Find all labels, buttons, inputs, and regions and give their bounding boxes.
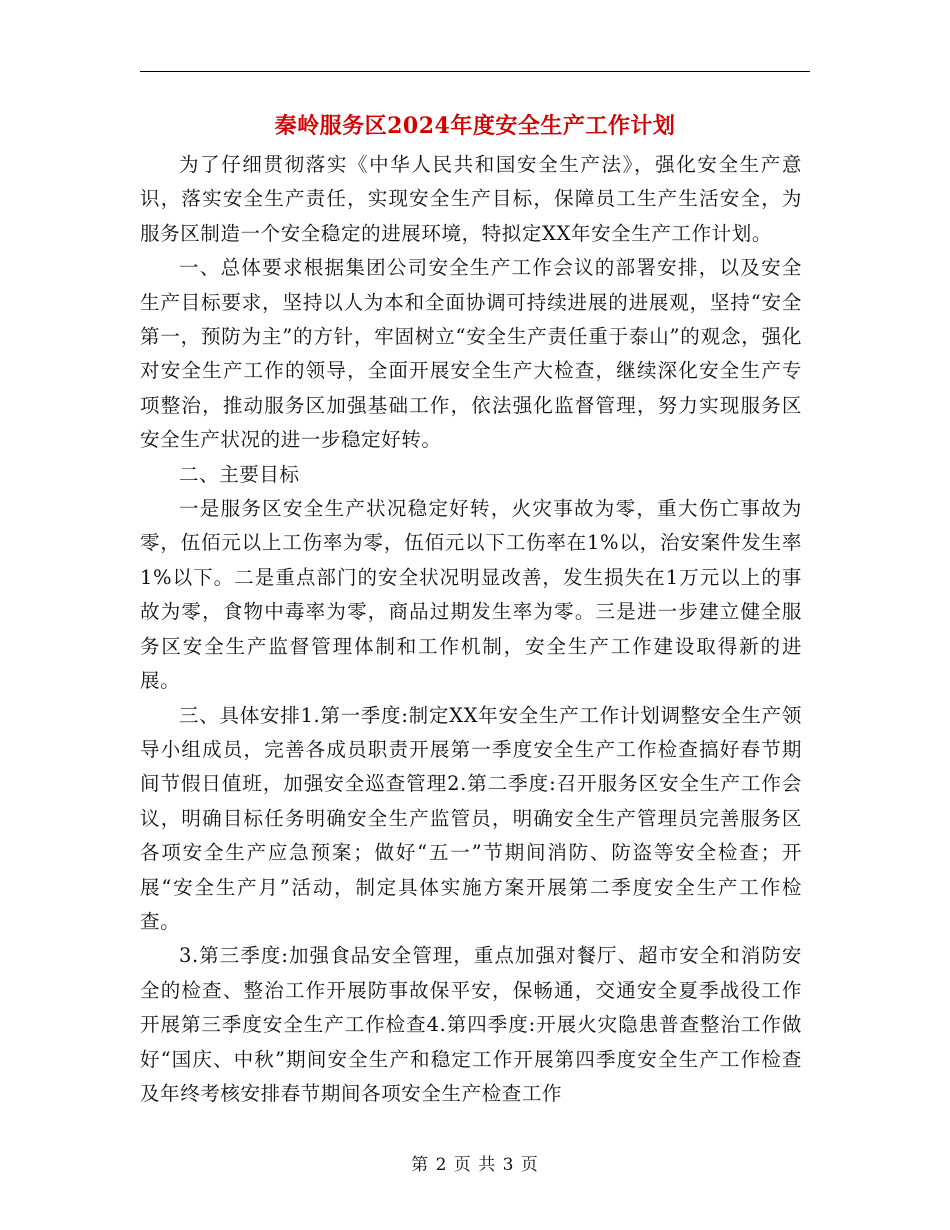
page-number-footer: 第 2 页 共 3 页 (411, 1155, 539, 1175)
paragraph-general-requirements: 一、总体要求根据集团公司安全生产工作会议的部署安排，以及安全生产目标要求，坚持以人为本和全面协调可持续进展的进展观，坚持“安全第一，预防为主”的方针，牢固树立“安全生产责任重于泰山”的观念，强化对安全生产工作的领导，全面开展安全生产大检查，继续深化安全生产专项整治，推动服务区加强基础工作，依法强化监督管理，努力实现服务区安全生产状况的进一步稳定好转。 (140, 256, 802, 452)
header-rule (140, 71, 810, 72)
paragraph-main-goals: 一是服务区安全生产状况稳定好转，火灾事故为零，重大伤亡事故为零，伍佰元以上工伤率为零，伍佰元以下工伤率在1%以，治安案件发生率1%以下。二是重点部门的安全状况明显改善，发生损失在1万元以上的事故为零，食物中毒率为零，商品过期发生率为零。三是进一步建立健全服务区安全生产监督管理体制和工作机制，安全生产工作建设取得新的进展。 (140, 497, 802, 693)
paragraph-schedule: 三、具体安排1.第一季度:制定XX年安全生产工作计划调整安全生产领导小组成员，完善各成员职责开展第一季度安全生产工作检查搞好春节期间节假日值班，加强安全巡查管理2.第二季度:召开服务区安全生产工作会议，明确目标任务明确安全生产监管员，明确安全生产管理员完善服务区各项安全生产应急预案；做好“五一”节期间消防、防盗等安全检查；开展“安全生产月”活动，制定具体实施方案开展第二季度安全生产工作检查。 (140, 703, 802, 933)
document-body (140, 148, 802, 1111)
paragraph-schedule-continued: 3.第三季度:加强食品安全管理，重点加强对餐厅、超市安全和消防安全的检查、整治工作开展防事故保平安，保畅通，交通安全夏季战役工作开展第三季度安全生产工作检查4.第四季度:开展火灾隐患普查整治工作做好“国庆、中秋”期间安全生产和稳定工作开展第四季度安全生产工作检查及年终考核安排春节期间各项安全生产检查工作 (140, 944, 802, 1105)
paragraph-main-goals-heading: 二、主要目标 (179, 462, 300, 486)
paragraph-intro: 为了仔细贯彻落实《中华人民共和国安全生产法》，强化安全生产意识，落实安全生产责任，实现安全生产目标，保障员工生产生活安全，为服务区制造一个安全稳定的进展环境，特拟定XX年安全生产工作计划。 (140, 153, 802, 245)
document-title: 秦岭服务区2024年度安全生产工作计划 (274, 113, 676, 139)
